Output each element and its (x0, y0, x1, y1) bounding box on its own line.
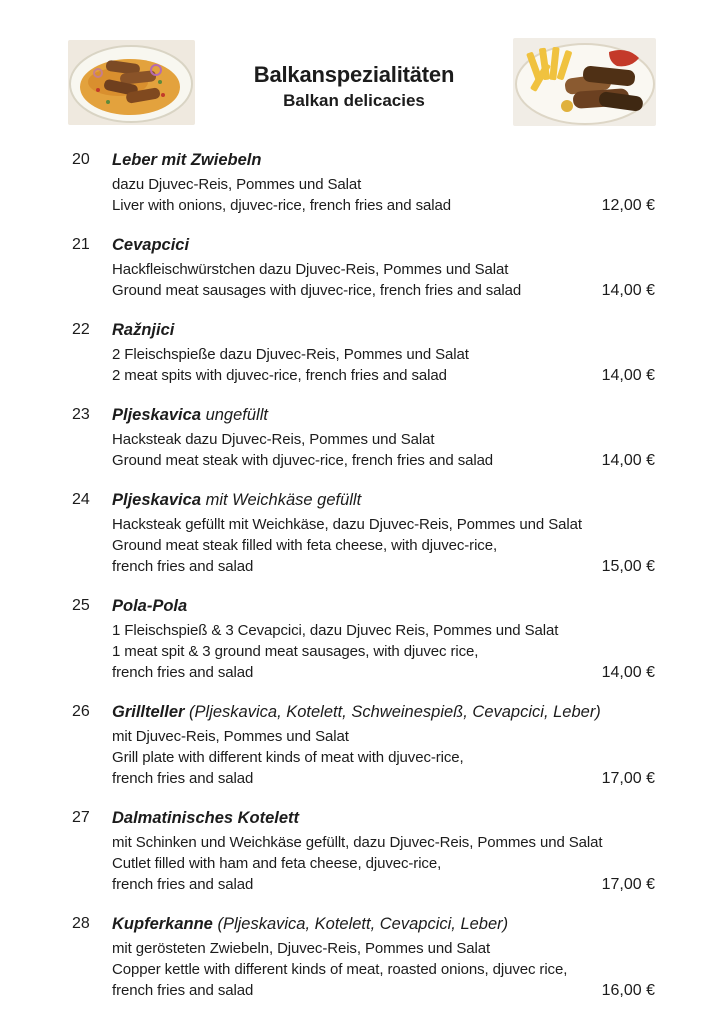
menu-title-block (195, 40, 513, 111)
item-price: 16,00 € (594, 980, 655, 1001)
description-line: Grill plate with different kinds of meat with djuvec-rice, (112, 749, 464, 766)
item-price: 15,00 € (594, 556, 655, 577)
item-content (112, 594, 655, 683)
item-name: Leber mit Zwiebeln (112, 151, 262, 169)
item-number: 23 (72, 406, 90, 423)
item-price: 14,00 € (594, 662, 655, 683)
menu-subtitle: Balkan delicacies (283, 91, 425, 110)
menu-item (72, 912, 655, 1001)
description-line: 1 meat spit & 3 ground meat sausages, with djuvec rice, (112, 643, 479, 660)
mixed-grill-illustration (513, 38, 656, 126)
description-line: mit Djuvec-Reis, Pommes und Salat (112, 728, 349, 745)
item-description (112, 259, 655, 301)
description-line: Hackfleischwürstchen dazu Djuvec-Reis, Pommes und Salat (112, 261, 509, 278)
grill-platter-illustration (68, 40, 195, 125)
item-description (112, 344, 655, 386)
item-name-line (112, 148, 655, 172)
item-price: 14,00 € (594, 450, 655, 471)
item-name-suffix: (Pljeskavica, Kotelett, Cevapcici, Leber) (212, 915, 509, 933)
item-name-line (112, 594, 655, 618)
item-number: 20 (72, 151, 90, 168)
item-price: 14,00 € (594, 365, 655, 386)
item-price: 17,00 € (594, 768, 655, 789)
item-number: 21 (72, 236, 90, 253)
item-name-suffix: ungefüllt (201, 406, 268, 424)
menu-item (72, 318, 655, 386)
item-name-suffix: (Pljeskavica, Kotelett, Schweinespieß, Cevapcici, Leber) (184, 703, 601, 721)
item-name-line (112, 318, 655, 342)
item-price: 17,00 € (594, 874, 655, 895)
item-number: 27 (72, 809, 90, 826)
item-description (112, 174, 655, 216)
menu-item (72, 233, 655, 301)
item-name: Grillteller (112, 703, 185, 721)
description-line: french fries and salad (112, 982, 254, 999)
item-name: Dalmatinisches Kotelett (112, 809, 300, 827)
description-line: Ground meat sausages with djuvec-rice, french fries and salad (112, 282, 522, 299)
item-number: 22 (72, 321, 90, 338)
item-content (112, 806, 655, 895)
description-line: 2 Fleischspieße dazu Djuvec-Reis, Pommes und Salat (112, 346, 469, 363)
balkan-platter-photo (68, 40, 195, 125)
item-name: Ražnjici (112, 321, 175, 339)
item-name-line (112, 700, 655, 724)
item-description (112, 514, 655, 577)
item-name: Pola-Pola (112, 597, 188, 615)
item-number: 25 (72, 597, 90, 614)
item-number: 28 (72, 915, 90, 932)
menu-item (72, 594, 655, 683)
description-line: Liver with onions, djuvec-rice, french fries and salad (112, 197, 451, 214)
description-line: french fries and salad (112, 664, 254, 681)
item-name-line (112, 806, 655, 830)
item-name-line (112, 233, 655, 257)
menu-header (0, 0, 724, 128)
menu-item (72, 700, 655, 789)
description-line: 1 Fleischspieß & 3 Cevapcici, dazu Djuvec Reis, Pommes und Salat (112, 622, 559, 639)
menu-item (72, 148, 655, 216)
item-price: 12,00 € (594, 195, 655, 216)
item-name-line (112, 488, 655, 512)
description-line: french fries and salad (112, 876, 254, 893)
description-line: french fries and salad (112, 558, 254, 575)
description-line: mit gerösteten Zwiebeln, Djuvec-Reis, Pommes und Salat (112, 940, 491, 957)
mixed-grill-photo (513, 38, 656, 126)
item-price: 14,00 € (594, 280, 655, 301)
item-description (112, 620, 655, 683)
item-content (112, 912, 655, 1001)
item-content (112, 233, 655, 301)
item-description (112, 726, 655, 789)
menu-item (72, 488, 655, 577)
item-description (112, 429, 655, 471)
description-line: 2 meat spits with djuvec-rice, french fries and salad (112, 367, 447, 384)
description-line: Hacksteak dazu Djuvec-Reis, Pommes und Salat (112, 431, 435, 448)
item-content (112, 700, 655, 789)
item-description (112, 938, 655, 1001)
item-name: Pljeskavica (112, 406, 201, 424)
item-content (112, 318, 655, 386)
item-name-line (112, 912, 655, 936)
item-content (112, 148, 655, 216)
description-line: Ground meat steak filled with feta cheese, with djuvec-rice, (112, 537, 498, 554)
menu-item (72, 403, 655, 471)
description-line: dazu Djuvec-Reis, Pommes und Salat (112, 176, 362, 193)
item-number: 24 (72, 491, 90, 508)
item-name: Pljeskavica (112, 491, 201, 509)
item-name-line (112, 403, 655, 427)
description-line: mit Schinken und Weichkäse gefüllt, dazu Djuvec-Reis, Pommes und Salat (112, 834, 603, 851)
description-line: Ground meat steak with djuvec-rice, french fries and salad (112, 452, 494, 469)
item-name: Kupferkanne (112, 915, 213, 933)
menu-title: Balkanspezialitäten (253, 62, 455, 87)
description-line: Cutlet filled with ham and feta cheese, djuvec-rice, (112, 855, 442, 872)
item-number: 26 (72, 703, 90, 720)
description-line: Copper kettle with different kinds of meat, roasted onions, djuvec rice, (112, 961, 568, 978)
item-description (112, 832, 655, 895)
item-name-suffix: mit Weichkäse gefüllt (201, 491, 362, 509)
description-line: french fries and salad (112, 770, 254, 787)
item-content (112, 488, 655, 577)
description-line: Hacksteak gefüllt mit Weichkäse, dazu Djuvec-Reis, Pommes und Salat (112, 516, 582, 533)
item-content (112, 403, 655, 471)
menu-items (0, 128, 724, 1001)
item-name: Cevapcici (112, 236, 190, 254)
menu-item (72, 806, 655, 895)
